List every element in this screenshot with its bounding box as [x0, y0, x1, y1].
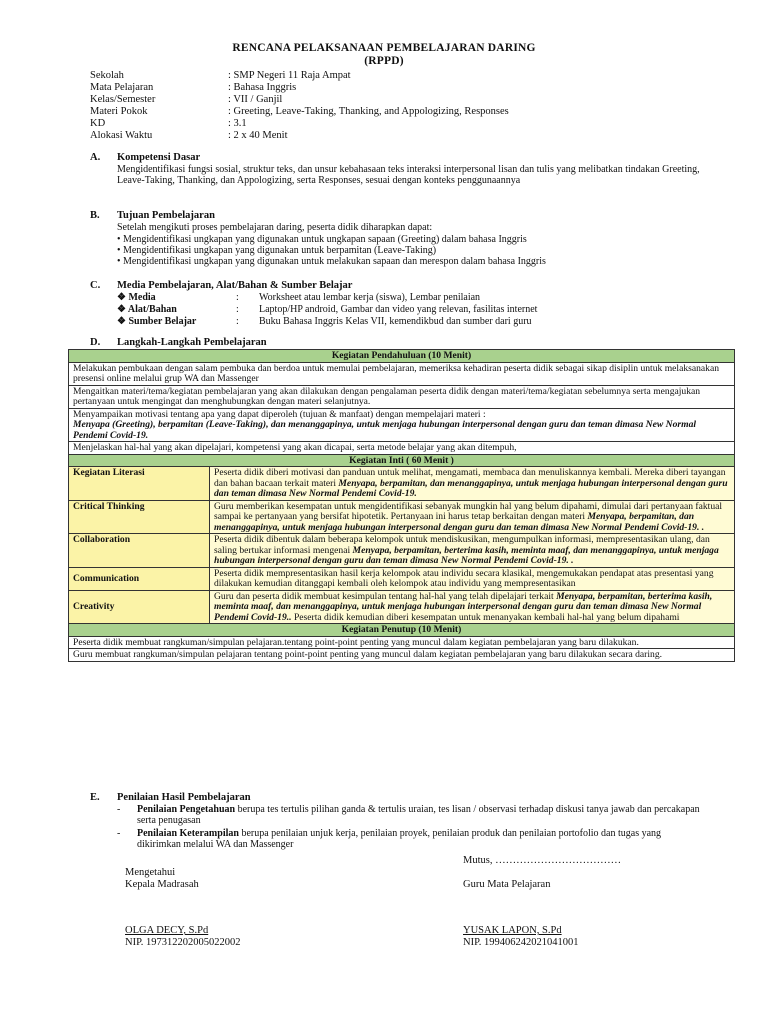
activity-description — [210, 500, 735, 534]
section-title: Tujuan Pembelajaran — [117, 210, 215, 221]
table-row — [69, 467, 735, 501]
pendahuluan-motivation: Menyampaikan motivasi tentang apa yang dapat diperoleh (tujuan & manfaat) dengan mempelajari materi : — [73, 408, 486, 420]
document-subtitle: (RPPD) — [364, 55, 404, 67]
media-colon: : — [236, 316, 239, 327]
activity-text: Peserta didik dibentuk dalam beberapa kelompok untuk mendiskusikan, mengumpulkan informasi, mempresentasikan ulang, dan saling bertukar informasi mengenai — [214, 534, 710, 556]
section-c-heading — [90, 280, 352, 291]
activity-label: Communication — [69, 567, 210, 590]
activity-description — [210, 590, 735, 624]
activity-label: Kegiatan Literasi — [69, 467, 210, 501]
section-e-heading — [90, 792, 251, 803]
assessment-type: Penilaian Pengetahuan — [137, 804, 236, 815]
assessment-text — [137, 828, 707, 850]
bullet-dash: - — [117, 804, 121, 815]
assessment-desc: berupa penilaian unjuk kerja, penilaian proyek, penilaian produk dan penilaian portofolio dan tugas yang dikirimkan melalui WA dan Massenger — [137, 828, 662, 850]
bullet-dash: - — [117, 828, 121, 839]
section-b-intro: Setelah mengikuti proses pembelajaran daring, peserta didik diharapkan dapat: — [117, 222, 433, 233]
media-value: Buku Bahasa Inggris Kelas VII, kemendikbud dan sumber dari guru — [259, 316, 532, 327]
table-row — [69, 385, 735, 408]
activity-label: Collaboration — [69, 534, 210, 568]
media-key: ❖ Alat/Bahan — [117, 304, 177, 315]
table-row — [69, 624, 735, 637]
activity-description — [210, 534, 735, 568]
section-title: Langkah-Langkah Pembelajaran — [117, 337, 267, 348]
principal-nip: NIP. 197312202005022002 — [125, 937, 241, 948]
teacher-title: Guru Mata Pelajaran — [463, 879, 551, 890]
table-row — [69, 442, 735, 455]
section-b-heading — [90, 210, 215, 221]
table-row — [69, 649, 735, 662]
activity-text: Guru memberikan kesempatan untuk mengidentifikasi sebanyak mungkin hal yang belum dipahami, dimulai dari pertanyaan faktual sampai ke pertanyaan yang bersifat hipotetik. Pertanyaan ini harus tetap berkaitan dengan materi — [214, 500, 723, 522]
section-title: Kompetensi Dasar — [117, 152, 201, 163]
pendahuluan-step: Menjelaskan hal-hal yang akan dipelajari, kompetensi yang akan dicapai, serta metode belajar yang akan ditempuh, — [69, 442, 735, 455]
section-number: D. — [90, 337, 101, 348]
section-title: Media Pembelajaran, Alat/Bahan & Sumber Belajar — [117, 280, 353, 291]
activity-label: Critical Thinking — [69, 500, 210, 534]
identity-value: : 3.1 — [228, 118, 247, 129]
table-row — [69, 408, 735, 442]
identity-key: Alokasi Waktu — [90, 130, 153, 141]
identity-value: : VII / Ganjil — [228, 94, 283, 105]
activity-description: Peserta didik mempresentasikan hasil kerja kelompok atau individu secara klasikal, mengemukakan pendapat atas presentasi yang dilakukan kemudian ditanggapi kembali oleh kelompok atau individu yang mempresentasikan — [210, 567, 735, 590]
table-row — [69, 636, 735, 649]
section-number: B. — [90, 210, 100, 221]
assessment-desc: berupa tes tertulis pilihan ganda & tertulis uraian, tes lisan / observasi terhadap diskusi tanya jawab dan percakapan serta penugasan — [137, 804, 700, 826]
identity-value: : SMP Negeri 11 Raja Ampat — [228, 70, 351, 81]
pendahuluan-header: Kegiatan Pendahuluan (10 Menit) — [69, 350, 735, 363]
activity-text: Peserta didik diberi motivasi dan panduan untuk melihat, mengamati, membaca dan menuliskannya kembali. Mereka diberi tayangan dan bahan bacaan terkait materi — [214, 467, 726, 489]
activity-label: Creativity — [69, 590, 210, 624]
identity-key: Kelas/Semester — [90, 94, 156, 105]
activity-description — [210, 467, 735, 501]
assessment-type: Penilaian Keterampilan — [137, 828, 239, 839]
table-row — [69, 454, 735, 467]
section-a-text: Mengidentifikasi fungsi sosial, struktur teks, dan unsur kebahasaan teks interaksi interpersonal lisan dan tulis yang melibatkan tindakan Greeting, Leave-Taking, Thanking, dan Appologizing, serta Responses, sesuai dengan konteks penggunaannya — [117, 164, 700, 186]
table-row — [69, 590, 735, 624]
penutup-step: Guru membuat rangkuman/simpulan pelajaran tentang point-point penting yang muncul dalam kegiatan pembelajaran yang baru dilakukan secara daring. — [69, 649, 735, 662]
table-row — [69, 534, 735, 568]
penutup-header: Kegiatan Penutup (10 Menit) — [69, 624, 735, 637]
identity-value: : Bahasa Inggris — [228, 82, 297, 93]
section-number: E. — [90, 792, 100, 803]
activity-material: Menyapa, berpamitan, dan menanggapinya, untuk menjaga hubungan interpersonal dengan guru dan teman dimasa New Normal Pendemi Covid-19. . — [214, 511, 705, 533]
inti-header: Kegiatan Inti ( 60 Menit ) — [69, 454, 735, 467]
activity-material: Menyapa, berpamitan, berterima kasih, meminta maaf, dan menanggapinya, untuk menjaga hubungan interpersonal dengan guru dan teman dimasa New Normal Pendemi Covid-19. . — [214, 544, 719, 566]
identity-key: Materi Pokok — [90, 106, 148, 117]
table-row — [69, 362, 735, 385]
principal-name: OLGA DECY, S.Pd — [125, 925, 209, 936]
media-value: Laptop/HP android, Gambar dan video yang relevan, fasilitas internet — [259, 304, 538, 315]
section-number: C. — [90, 280, 101, 291]
pendahuluan-step: Melakukan pembukaan dengan salam pembuka dan berdoa untuk memulai pembelajaran, memeriksa kehadiran peserta didik sebagai sikap disiplin untuk melaksanakan presensi online melalui grup WA dan Massenger — [69, 362, 735, 385]
table-row — [69, 500, 735, 534]
media-colon: : — [236, 304, 239, 315]
media-key: ❖ Sumber Belajar — [117, 316, 197, 327]
section-number: A. — [90, 152, 101, 163]
media-key: ❖ Media — [117, 292, 156, 303]
pendahuluan-step — [69, 408, 735, 442]
principal-title: Kepala Madrasah — [125, 879, 199, 890]
table-row — [69, 567, 735, 590]
activity-material: Menyapa, berpamitan, dan menanggapinya, untuk menjaga hubungan interpersonal dengan guru dan teman dimasa New Normal Pendemi Covid-19. — [214, 477, 728, 499]
place-date: Mutus, ……………………………… — [463, 855, 622, 866]
section-title: Penilaian Hasil Pembelajaran — [117, 792, 251, 803]
section-d-heading — [90, 337, 267, 348]
teacher-nip: NIP. 199406242021041001 — [463, 937, 579, 948]
identity-value: : 2 x 40 Menit — [228, 130, 288, 141]
media-value: Worksheet atau lembar kerja (siswa), Lembar penilaian — [259, 292, 481, 303]
acknowledged-label: Mengetahui — [125, 867, 176, 878]
identity-value: : Greeting, Leave-Taking, Thanking, and Appologizing, Responses — [228, 106, 509, 117]
table-row — [69, 350, 735, 363]
media-colon: : — [236, 292, 239, 303]
objective-bullet: • Mengidentifikasi ungkapan yang digunakan untuk berpamitan (Leave-Taking) — [117, 245, 437, 256]
section-a-heading — [90, 152, 200, 163]
pendahuluan-motivation-material: Menyapa (Greeting), berpamitan (Leave-Taking), dan menanggapinya, untuk menjaga hubungan interpersonal dengan guru dan teman dimasa New Normal Pendemi Covid-19. — [73, 419, 697, 441]
learning-steps-table — [68, 349, 735, 662]
teacher-name: YUSAK LAPON, S.Pd — [463, 925, 562, 936]
identity-key: KD — [90, 118, 106, 129]
document-title: RENCANA PELAKSANAAN PEMBELAJARAN DARING — [232, 42, 536, 54]
objective-bullet: • Mengidentifikasi ungkapan yang digunakan untuk ungkapan sapaan (Greeting) dalam bahasa Inggris — [117, 234, 527, 245]
identity-key: Sekolah — [90, 70, 124, 81]
activity-material: Menyapa, berpamitan, berterima kasih, meminta maaf, dan menanggapinya, untuk menjaga hubungan interpersonal dengan guru dan teman dimasa New Normal Pendemi Covid-19.. — [214, 590, 713, 623]
objective-bullet: • Mengidentifikasi ungkapan yang digunakan untuk melakukan sapaan dan merespon dalam bahasa Inggris — [117, 256, 546, 267]
identity-key: Mata Pelajaran — [90, 82, 154, 93]
activity-text: Peserta didik kemudian diberi kesempatan untuk menanyakan kembali hal-hal yang belum dipahami — [293, 611, 680, 623]
penutup-step: Peserta didik membuat rangkuman/simpulan pelajaran.tentang point-point penting yang muncul dalam kegiatan pembelajaran yang baru dilakukan. — [69, 636, 735, 649]
assessment-text — [137, 804, 707, 826]
activity-text: Guru dan peserta didik membuat kesimpulan tentang hal-hal yang telah dipelajari terkait — [214, 590, 554, 602]
pendahuluan-step: Mengaitkan materi/tema/kegiatan pembelajaran yang akan dilakukan dengan pengalaman peserta didik dengan materi/tema/kegiatan sebelumnya serta mengajukan pertanyaan untuk mengingat dan menghubungkan dengan materi selanjutnya. — [69, 385, 735, 408]
